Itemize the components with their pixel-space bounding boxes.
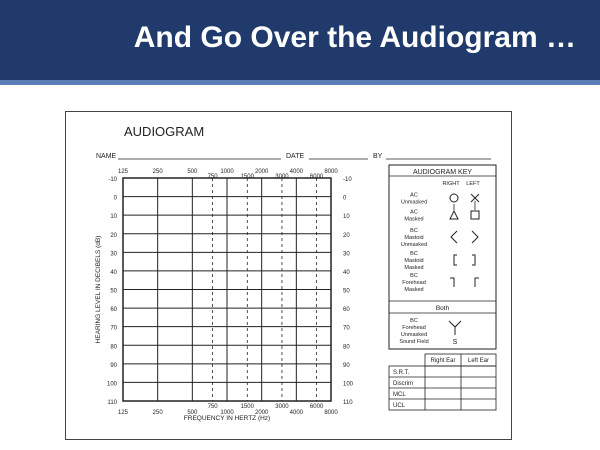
x-tick-top: 6000 [309,174,324,180]
audiogram-heading: AUDIOGRAM [124,124,205,139]
y-tick-right: 80 [343,344,350,351]
x-tick-top: 8000 [324,169,338,175]
bottom-left-corner-icon [475,278,479,287]
key-row-label: Masked [404,287,424,293]
speech-table-row-label: UCL [393,403,406,409]
y-tick-right: 0 [343,195,347,202]
y-tick-left: 90 [110,362,117,369]
key-title: AUDIOGRAM KEY [412,169,473,176]
title-banner [0,0,600,80]
y-tick-right: 60 [343,307,350,314]
x-tick-bottom: 6000 [309,404,324,410]
y-tick-right: -10 [343,177,352,183]
x-tick-bottom: 250 [152,410,163,416]
key-row-label: BC [410,273,418,279]
key-row-label: Forehead [402,280,426,286]
x-axis-label: FREQUENCY IN HERTZ (Hz) [183,415,271,422]
y-tick-left: 10 [110,214,117,221]
y-tick-right: 20 [343,232,350,239]
slide-title: And Go Over the Audiogram … [133,21,576,54]
y-tick-left: 50 [110,288,117,295]
y-tick-right: 90 [343,362,350,369]
y-tick-right: 10 [343,214,350,221]
key-row-label: Mastoid [404,258,424,264]
y-tick-left: -10 [108,177,117,183]
key-row-label: Masked [404,265,424,271]
key-col-right: RIGHT [442,181,460,187]
right-angle-icon [472,231,478,243]
y-tick-right: 40 [343,269,350,276]
x-tick-top: 1500 [240,174,254,180]
x-tick-bottom: 125 [117,410,129,416]
key-row-label: Unmasked [400,242,428,248]
x-tick-top: 125 [117,169,129,175]
y-tick-left: 60 [110,307,117,314]
key-both-label: Forehead [402,325,426,331]
speech-table-header-left: Left Ear [467,358,490,364]
audiogram-svg [66,112,511,439]
key-row-label: BC [410,251,418,257]
triangle-icon [450,211,458,219]
y-tick-left: 100 [106,381,117,388]
y-tick-right: 100 [343,381,354,388]
y-tick-left: 20 [110,232,117,239]
key-both-title: Both [435,305,450,312]
y-tick-right: 30 [343,251,350,258]
square-icon [471,211,479,219]
form-field-label-date: DATE [286,153,305,160]
y-tick-left: 110 [107,400,117,406]
speech-table-row-label: S.R.T. [393,370,410,376]
right-bracket-icon [472,255,475,265]
x-tick-top: 250 [152,169,163,175]
x-tick-top: 1000 [220,169,234,175]
left-bracket-icon [454,255,457,265]
form-field-label-by: BY [373,153,383,160]
x-tick-top: 500 [187,169,198,175]
key-both-label: BC [410,318,418,324]
x-tick-bottom: 3000 [275,404,289,410]
y-tick-right: 50 [343,288,350,295]
x-tick-top: 750 [207,174,218,180]
key-both-label: Sound Field [399,339,429,345]
key-row-label: Unmasked [400,199,428,206]
speech-table-row-label: Discrim [393,381,413,387]
key-row-label: Mastoid [404,235,424,241]
sound-field-symbol: S [452,339,458,346]
y-tick-left: 40 [110,269,117,276]
bottom-right-corner-icon [450,278,454,287]
x-tick-bottom: 4000 [289,410,304,416]
x-tick-top: 3000 [275,174,289,180]
key-row-label: Masked [404,216,424,223]
speech-table-row-label: MCL [393,392,406,398]
key-both-label: Unmasked [400,332,428,338]
y-tick-right: 70 [343,325,350,332]
x-tick-bottom: 1500 [240,404,254,410]
x-tick-top: 4000 [289,169,304,175]
y-tick-left: 30 [110,251,117,258]
down-arrow-icon [449,321,461,327]
y-axis-label: HEARING LEVEL IN DECIBELS (dB) [95,235,102,344]
x-tick-top: 2000 [254,169,269,175]
x-tick-bottom: 2000 [254,410,269,416]
speech-table-header-right: Right Ear [430,358,456,364]
circle-icon [450,194,458,202]
x-tick-bottom: 500 [187,410,198,416]
y-tick-left: 0 [113,195,117,202]
audiogram-form [65,111,512,440]
key-box [389,165,496,349]
form-field-label-name: NAME [96,153,117,160]
key-row-label: AC [410,192,418,199]
x-tick-bottom: 8000 [324,410,338,416]
y-tick-left: 70 [110,325,117,332]
banner-rule [0,80,600,85]
key-row-label: AC [410,209,418,216]
key-col-left: LEFT [466,181,480,187]
y-tick-right: 110 [343,400,353,406]
key-row-label: BC [410,228,418,234]
left-angle-icon [451,231,457,243]
x-tick-bottom: 1000 [220,410,234,416]
x-tick-bottom: 750 [207,404,218,410]
y-tick-left: 80 [110,344,117,351]
